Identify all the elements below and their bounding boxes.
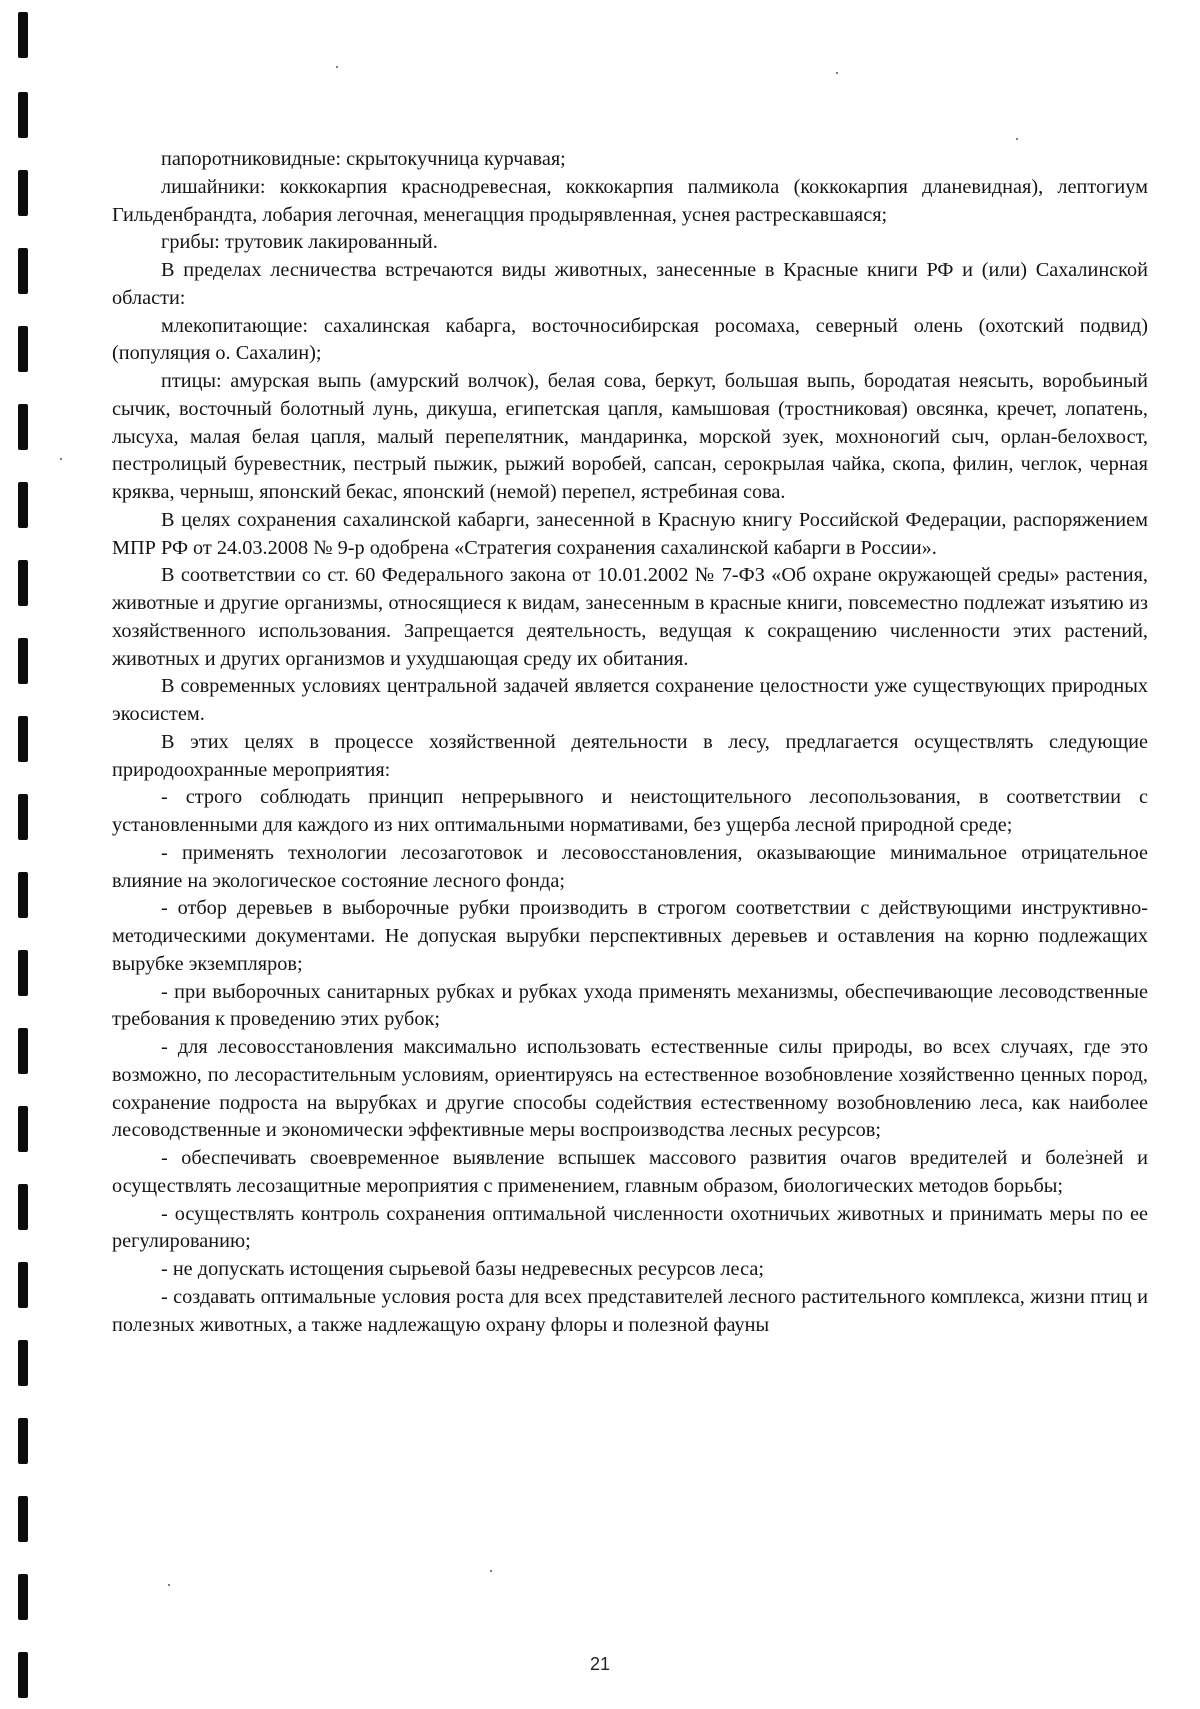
- scan-speck: [490, 1570, 492, 1572]
- binding-hole: [18, 326, 28, 372]
- paragraph-birds: птицы: амурская выпь (амурский волчок), белая сова, беркут, большая выпь, бородатая неясыть, воробьиный сычик, восточный болотный лунь, дикуша, египетская цапля, камышовая (тростниковая) овсянка, кречет, лопатень, лысуха, малая белая цапля, малый перепелятник, мандаринка, морской зуек, мохноногий сыч, орлан-белохвост, пестролицый буревестник, пестрый пыжик, рыжий воробей, сапсан, серокрылая чайка, скопа, филин, чеглок, черная кряква, черныш, японский бекас, японский (немой) перепел, ястребиная сова.: [112, 370, 1148, 503]
- list-item: - осуществлять контроль сохранения оптимальной численности охотничьих животных и принимать меры по ее регулированию;: [112, 1202, 1148, 1253]
- paragraph-fungi: грибы: трутовик лакированный.: [161, 231, 438, 254]
- binding-hole: [18, 950, 28, 996]
- binding-hole: [18, 560, 28, 606]
- list-item: - строго соблюдать принцип непрерывного и неистощительного лесопользования, в соответствии с установленными для каждого из них оптимальными нормативами, без ущерба лесной природной среде;: [112, 786, 1148, 836]
- paragraph-lichens: лишайники: коккокарпия краснодревесная, коккокарпия палмикола (коккокарпия дланевидная), лептогиум Гильденбрандта, лобария легочная, менегацция продырявленная, уснея растрескавшаяся;: [112, 175, 1148, 226]
- binding-holes: [12, 0, 34, 1709]
- binding-hole: [18, 716, 28, 762]
- binding-hole: [18, 248, 28, 294]
- binding-hole: [18, 1028, 28, 1074]
- binding-hole: [18, 170, 28, 216]
- binding-hole: [18, 1418, 28, 1464]
- binding-hole: [18, 1496, 28, 1542]
- paragraph-animals-intro: В пределах лесничества встречаются виды животных, занесенные в Красные книги РФ и (или) Сахалинской области:: [112, 259, 1148, 309]
- binding-hole: [18, 638, 28, 684]
- paragraph-mammals: млекопитающие: сахалинская кабарга, восточносибирская росомаха, северный олень (охотский подвид) (популяция о. Сахалин);: [112, 314, 1148, 365]
- list-item: - применять технологии лесозаготовок и лесовосстановления, оказывающие минимальное отрицательное влияние на экологическое состояние лесного фонда;: [112, 841, 1148, 892]
- scan-speck: [1016, 138, 1018, 140]
- body-text: [112, 146, 1148, 1339]
- list-item: - создавать оптимальные условия роста для всех представителей лесного растительного комплекса, жизни птиц и полезных животных, а также надлежащую охрану флоры и полезной фауны: [112, 1285, 1148, 1336]
- binding-hole: [18, 794, 28, 840]
- scan-speck: [836, 72, 838, 74]
- binding-hole: [18, 1184, 28, 1230]
- list-item: - для лесовосстановления максимально использовать естественные силы природы, во всех случаях, где это возможно, по лесорастительным условиям, ориентируясь на естественное возобновление хозяйственно ценных пород, сохранение подроста на вырубках и другие способы содействия естественному возобновлению леса, как наиболее лесоводственные и экономически эффективные меры воспроизводства лесных ресурсов;: [112, 1036, 1148, 1142]
- binding-hole: [18, 1106, 28, 1152]
- binding-hole: [18, 12, 28, 58]
- page-number: 21: [589, 1654, 611, 1674]
- list-item: - обеспечивать своевременное выявление вспышек массового развития очагов вредителей и болезней и осуществлять лесозащитные мероприятия с применением, главным образом, биологических методов борьбы;: [112, 1147, 1148, 1197]
- list-item: - при выборочных санитарных рубках и рубках ухода применять механизмы, обеспечивающие лесоводственные требования к проведению этих рубок;: [112, 980, 1148, 1031]
- list-item: - отбор деревьев в выборочные рубки производить в строгом соответствии с действующими инструктивно-методическими документами. Не допуская вырубки перспективных деревьев и оставления на корню подлежащих вырубке экземпляров;: [112, 897, 1148, 975]
- paragraph-central-task: В современных условиях центральной задачей является сохранение целостности уже существующих природных экосистем.: [112, 675, 1148, 725]
- list-item: - не допускать истощения сырьевой базы недревесных ресурсов леса;: [161, 1258, 764, 1280]
- binding-hole: [18, 872, 28, 918]
- paragraph-federal-law: В соответствии со ст. 60 Федерального закона от 10.01.2002 № 7-ФЗ «Об охране окружающей среды» растения, животные и другие организмы, относящиеся к видам, занесенным в красные книги, повсеместно подлежат изъятию из хозяйственного использования. Запрещается деятельность, ведущая к сокращению численности этих растений, животных и других организмов и ухудшающая среду их обитания.: [112, 564, 1148, 670]
- paragraph-ferns: папоротниковидные: скрытокучница курчавая;: [161, 148, 566, 170]
- binding-hole: [18, 1262, 28, 1308]
- binding-hole: [18, 404, 28, 450]
- scan-speck: [336, 66, 338, 68]
- binding-hole: [18, 92, 28, 138]
- binding-hole: [18, 1340, 28, 1386]
- paragraph-musk-deer-strategy: В целях сохранения сахалинской кабарги, занесенной в Красную книгу Российской Федерации, распоряжением МПР РФ от 24.03.2008 № 9-р одобрена «Стратегия сохранения сахалинской кабарги в России».: [112, 508, 1148, 559]
- paragraph-measures-intro: В этих целях в процессе хозяйственной деятельности в лесу, предлагается осуществлять следующие природоохранные мероприятия:: [112, 730, 1148, 781]
- scan-speck: [60, 458, 62, 460]
- binding-hole: [18, 482, 28, 528]
- binding-hole: [18, 1574, 28, 1620]
- scan-speck: [168, 1584, 170, 1586]
